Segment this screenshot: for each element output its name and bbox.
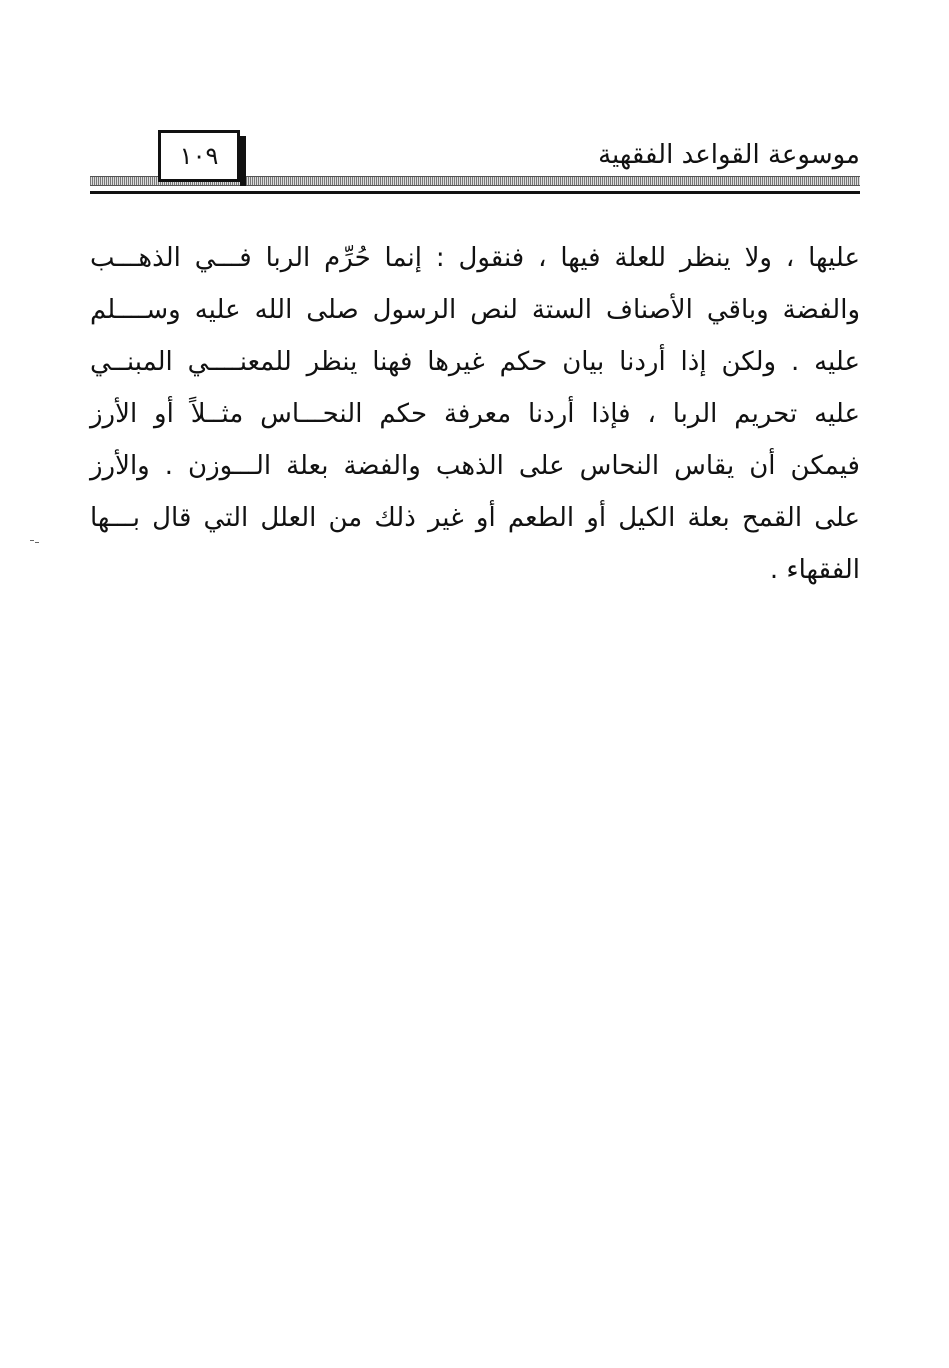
- text-line-2: والفضة وباقي الأصناف الستة لنص الرسول صلى الله عليه وســــلم: [90, 295, 860, 325]
- text-line-1: عليها ، ولا ينظر للعلة فيها ، فنقول : إنما حُرِّم الربا فـــي الذهـــب: [90, 243, 860, 273]
- page-number-box-shadow: [240, 136, 246, 186]
- body-paragraph: [90, 236, 860, 600]
- text-line-3: عليه . ولكن إذا أردنا بيان حكم غيرها فهنا ينظر للمعنــــي المبنــي: [90, 347, 860, 377]
- scan-speck: [30, 540, 40, 544]
- text-line-4: عليه تحريم الربا ، فإذا أردنا معرفة حكم النحـــاس مثــلاً أو الأرز: [90, 399, 860, 429]
- text-line-7: الفقهاء .: [769, 555, 860, 585]
- page-number-box: [158, 130, 240, 182]
- text-line-5: فيمكن أن يقاس النحاس على الذهب والفضة بعلة الـــوزن . والأرز: [90, 451, 860, 481]
- book-title: موسوعة القواعد الفقهية: [598, 140, 860, 170]
- page-header: [90, 130, 860, 200]
- page-number: ١٠٩: [179, 142, 219, 170]
- header-solid-rule: [90, 191, 860, 194]
- text-line-6: على القمح بعلة الكيل أو الطعم أو غير ذلك من العلل التي قال بـــها: [90, 503, 860, 533]
